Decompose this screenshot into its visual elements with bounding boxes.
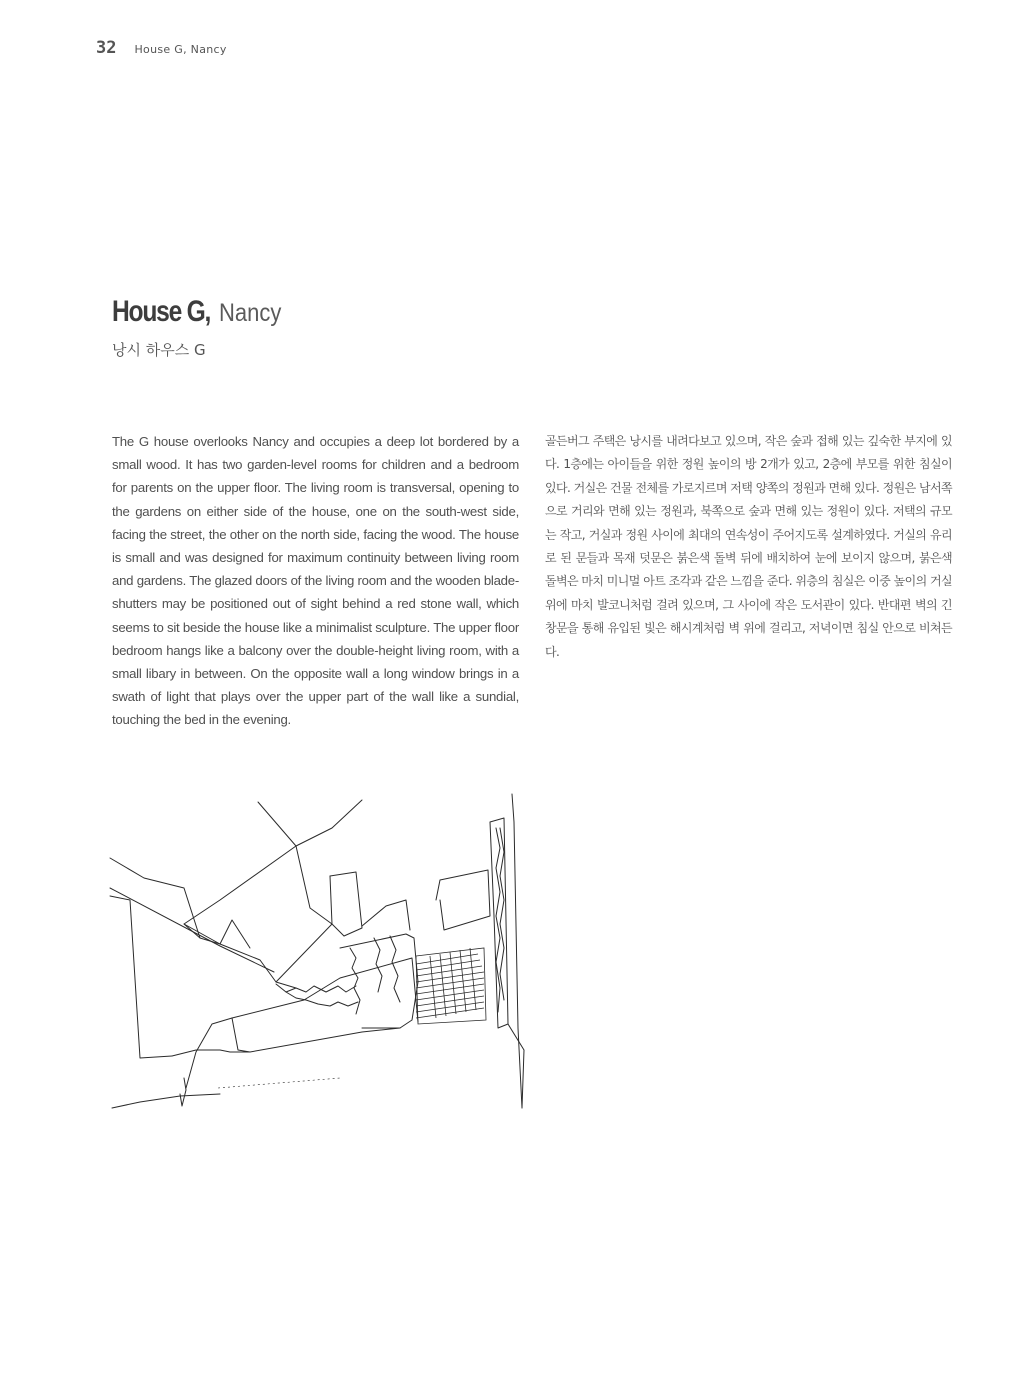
- sketch-line: [500, 828, 504, 1000]
- running-title: House G, Nancy: [134, 43, 227, 56]
- sketch-line: [180, 1078, 186, 1106]
- article-subtitle-korean: 낭시 하우스 G: [112, 341, 206, 359]
- article-title: [112, 286, 512, 337]
- sketch-line: [172, 1050, 250, 1056]
- sketch-line: [296, 846, 332, 924]
- sketch-line: [374, 938, 382, 992]
- sketch-line: [362, 900, 410, 930]
- sketch-line: [286, 992, 358, 1006]
- sketch-line: [232, 1018, 400, 1052]
- body-text-english: The G house overlooks Nancy and occupies a deep lot bordered by a small wood. It has two garden-level rooms for children and a bedroom for parents on the upper floor. The living room is transversal, opening to the gardens on either side of the house, one on the south-west side, facing the street, the other on the north side, facing the wood. The house is small and was designed for maximum continuity between living room and gardens. The glazed doors of the living room and the wooden blade-shutters may be positioned out of sight behind a red stone wall, which seems to sit beside the house like a minimalist sculpture. The upper floor bedroom hangs like a balcony over the double-height living room, with a small libary in between. On the opposite wall a long window brings in a swath of light that plays over the upper part of the wall like a sundial, touching the bed in the evening.: [112, 434, 519, 728]
- sketch-line: [436, 870, 490, 930]
- interior-sketch-figure: [100, 788, 540, 1118]
- sketch-dash: [218, 1078, 340, 1088]
- sketch-line: [390, 936, 400, 1002]
- sketch-line: [186, 1018, 232, 1088]
- sketch-line: [276, 924, 344, 982]
- sketch-line: [110, 888, 274, 972]
- sketch-drawing: [100, 788, 540, 1118]
- page-number: 32: [96, 38, 117, 58]
- sketch-line: [184, 846, 296, 944]
- sketch-line: [110, 896, 172, 1058]
- sketch-line: [512, 794, 522, 1108]
- title-bold-part: House G,: [112, 295, 211, 328]
- sketch-hatch: [430, 948, 476, 1018]
- sketch-line: [220, 920, 250, 948]
- sketch-line: [112, 1094, 220, 1108]
- title-light-part: Nancy: [218, 299, 281, 327]
- running-head: [96, 38, 227, 62]
- sketch-line: [232, 958, 418, 1022]
- sketch-line: [258, 800, 362, 846]
- body-text-korean: 골든버그 주택은 낭시를 내려다보고 있으며, 작은 숲과 접해 있는 깊숙한 부지에 있다. 1층에는 아이들을 위한 정원 높이의 방 2개가 있고, 2층에 부모를 위한 침실이 있다. 거실은 건물 전체를 가로지르며 저택 양쪽의 정원과 면해 있다. 정원은 남서쪽으로 거리와 면해 있는 정원과, 북쪽으로 숲과 면해 있는 정원이 있다. 저택의 규모는 작고, 거실과 정원 사이에 최대의 연속성이 주어지도록 설계하였다. 거실의 유리로 된 문들과 목재 덧문은 붉은색 돌벽 뒤에 배치하여 눈에 보이지 않으며, 붉은색 돌벽은 마치 미니멀 아트 조각과 같은 느낌을 준다. 위층의 침실은 이중 높이의 거실 위에 마치 발코니처럼 걸려 있으며, 그 사이에 작은 도서관이 있다. 반대편 벽의 긴 창문을 통해 유입된 빛은 해시계처럼 벽 위에 걸리고, 저녁이면 침실 안으로 비쳐든다.: [545, 434, 952, 659]
- title-block: [112, 286, 512, 360]
